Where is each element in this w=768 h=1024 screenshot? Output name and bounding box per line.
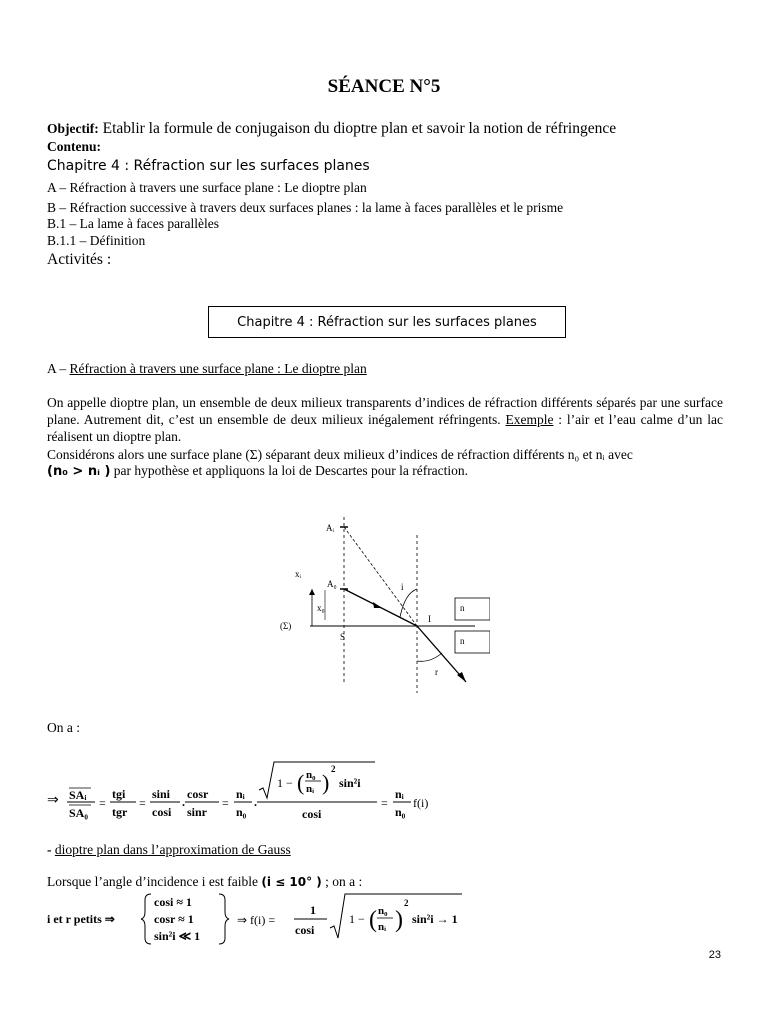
eq2-exp: 2: [404, 898, 409, 908]
equation-conjugaison: [47, 760, 447, 830]
eq1-t3-num: cosr: [187, 787, 209, 801]
label-sigma: (Σ): [280, 621, 292, 631]
contenu-item-a: A – Réfraction à travers une surface plane : Le dioptre plan: [47, 180, 367, 195]
eq1-t5-den: cosi: [302, 807, 322, 821]
eq1-t1-den: tgr: [112, 805, 128, 819]
equation-gauss: [47, 890, 467, 950]
objectif-text: Etablir la formule de conjugaison du dioptre plan et savoir la notion de réfringence: [102, 120, 617, 137]
label-angle-i: i: [401, 582, 404, 592]
section-a-title: Réfraction à travers une surface plane : Le dioptre plan: [69, 361, 367, 376]
para1-main: On appelle dioptre plan, un ensemble de deux milieux transparents d’indices de réfraction différents séparés par une surface plane. Autrement dit, c’est un ensemble de deux milieux inégalement réfringents.: [47, 395, 723, 427]
eq2-n-den: nᵢ: [378, 921, 387, 933]
contenu-item-b1: B.1 – La lame à faces parallèles: [47, 216, 220, 231]
svg-text:(: (: [297, 770, 305, 795]
eq1-t4-num: nᵢ: [236, 787, 245, 801]
eq1-sqrt-exp: 2: [331, 764, 336, 774]
svg-text:.: .: [182, 795, 185, 809]
svg-text:): ): [395, 907, 403, 933]
hypothesis-condition: (n₀ > nᵢ ): [47, 464, 111, 479]
eq1-arrow: ⇒: [47, 793, 59, 808]
eq1-t1-num: tgi: [112, 787, 126, 801]
eq1-lhs-den: SA₀: [69, 806, 88, 820]
label-n-bottom: n: [460, 636, 465, 646]
svg-text:=: =: [222, 796, 229, 810]
eq1-t2-num: sini: [152, 787, 171, 801]
eq2-left-brace: [141, 894, 151, 944]
eq2-c2: cosr ≈ 1: [154, 912, 194, 926]
eq2-n-num: n₀: [378, 905, 388, 917]
considerons-line2: [47, 463, 468, 479]
refraction-diagram: [270, 505, 490, 695]
label-x0: x₀: [317, 603, 325, 613]
contenu-item-b: B – Réfraction successive à travers deux surfaces planes : la lame à faces parallèles et le prisme: [47, 200, 564, 215]
eq2-tail: sin²i → 1: [412, 912, 458, 926]
on-a-label: On a :: [47, 720, 80, 735]
svg-text:(: (: [369, 907, 377, 933]
gauss-heading: [47, 842, 291, 858]
para1-exemple: Exemple: [505, 412, 554, 427]
section-a-heading: [47, 361, 367, 377]
considerons-rest: par hypothèse et appliquons la loi de Descartes pour la réfraction.: [110, 463, 469, 478]
definition-paragraph: [47, 394, 723, 445]
eq1-sqrt-frac-num: n₀: [306, 769, 316, 781]
gauss-text: Lorsque l’angle d’incidence i est faible: [47, 874, 262, 889]
angle-r-arc: [417, 653, 442, 661]
activites-label: Activités :: [47, 251, 112, 268]
label-angle-r: r: [435, 667, 438, 677]
eq2-sqrt-one: 1 −: [349, 912, 365, 926]
gauss-dash: -: [47, 842, 55, 857]
eq1-sqrt-frac-den: nᵢ: [306, 783, 315, 795]
eq1-sqrt-sin: sin²i: [339, 776, 361, 790]
gauss-condition: (i ≤ 10° ): [261, 875, 322, 889]
eq2-lead: i et r petits ⇒: [47, 912, 115, 926]
angle-i-arc: [400, 589, 417, 617]
eq2-right-brace: [219, 894, 229, 944]
svg-text:=: =: [139, 796, 146, 810]
svg-text:=: =: [99, 796, 106, 810]
eq1-sqrt-one: 1 −: [277, 776, 293, 790]
gauss-text-line: [47, 874, 362, 890]
svg-text:): ): [322, 770, 330, 795]
objectif-line: [47, 120, 616, 138]
x0-arrow: [309, 589, 315, 595]
eq2-c3: sin²i ≪ 1: [154, 929, 201, 943]
eq1-result: f(i): [413, 796, 429, 810]
considerons-paragraph: Considérons alors une surface plane (Σ) séparant deux milieux d’indices de réfraction différents n₀ et nᵢ avec: [47, 447, 633, 462]
gauss-tail: ; on a :: [321, 874, 363, 889]
label-xi: xᵢ: [295, 569, 301, 579]
eq2-frac-den: cosi: [295, 923, 315, 937]
section-a-prefix: A –: [47, 361, 70, 376]
eq1-t6-den: n₀: [395, 805, 406, 819]
chapter-box: Chapitre 4 : Réfraction sur les surfaces planes: [208, 306, 566, 338]
label-s: S: [340, 632, 346, 642]
svg-text:=: =: [381, 796, 388, 810]
eq2-c1: cosi ≈ 1: [154, 895, 192, 909]
page-title: SÉANCE N°5: [327, 76, 441, 97]
para1-rest: : l’air et l’eau calme d’un lac réalisent un dioptre plan.: [47, 412, 723, 444]
eq2-arrow-f: ⇒ f(i) =: [237, 913, 276, 927]
label-a0: A₀: [327, 579, 337, 589]
eq2-frac-num: 1: [310, 903, 316, 917]
label-ai: Aᵢ: [326, 523, 334, 533]
label-i-point: I: [428, 614, 431, 624]
eq1-lhs-num: SAᵢ: [69, 788, 87, 802]
virtual-ray: [344, 527, 417, 626]
label-n-top: n: [460, 603, 465, 613]
contenu-item-b11: B.1.1 – Définition: [47, 233, 146, 248]
objectif-label: Objectif:: [47, 121, 99, 136]
contenu-label: Contenu:: [47, 139, 102, 154]
gauss-title: dioptre plan dans l’approximation de Gauss: [54, 842, 291, 857]
eq1-t4-den: n₀: [236, 805, 247, 819]
eq1-t6-num: nᵢ: [395, 787, 404, 801]
page-number: 23: [708, 949, 721, 961]
contenu-chapter: Chapitre 4 : Réfraction sur les surfaces planes: [47, 158, 370, 174]
eq1-t3-den: sinr: [187, 805, 208, 819]
svg-text:.: .: [254, 795, 257, 809]
eq1-t2-den: cosi: [152, 805, 172, 819]
